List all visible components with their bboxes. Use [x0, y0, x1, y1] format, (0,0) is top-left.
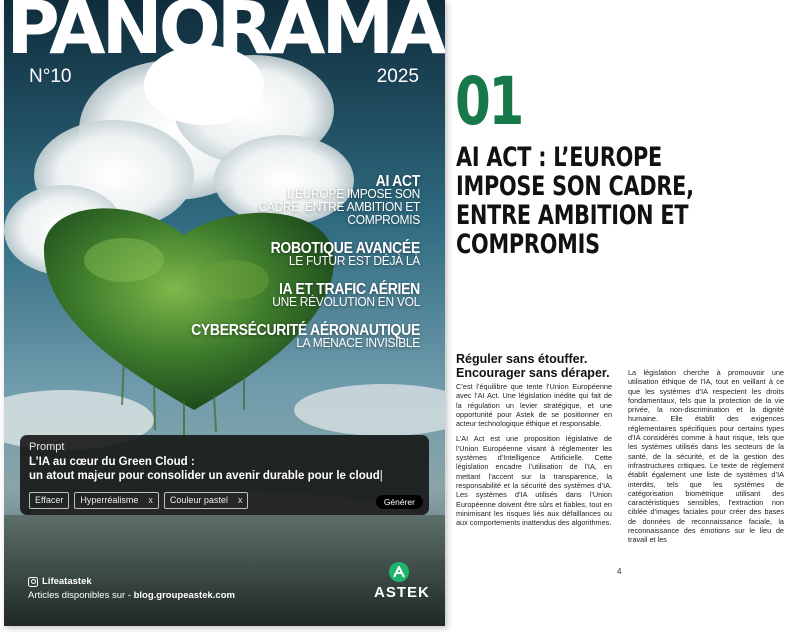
- teaser-robotique[interactable]: [180, 239, 420, 267]
- articles-prefix: Articles disponibles sur -: [28, 590, 134, 601]
- text-cursor: |: [379, 470, 383, 482]
- standfirst-line: Encourager sans déraper.: [456, 366, 610, 380]
- teaser-trafic-aerien[interactable]: [180, 280, 420, 308]
- teaser-title: ROBOTIQUE AVANCÉE: [270, 237, 420, 257]
- tag-chip[interactable]: [164, 492, 249, 509]
- prompt-input[interactable]: [29, 455, 419, 483]
- teaser-cybersecurite[interactable]: [180, 321, 420, 349]
- teaser-subtitle: UNE RÉVOLUTION EN VOL: [272, 293, 420, 310]
- remove-tag-icon[interactable]: x: [148, 495, 153, 505]
- article-headline: AI ACT : L’EUROPE IMPOSE SON CADRE, ENTRE AMBITION ET COMPROMIS: [456, 142, 694, 260]
- prompt-tags: [29, 492, 248, 509]
- prompt-text-line: [29, 469, 419, 483]
- issue-number: N°10: [29, 66, 72, 87]
- chapter-number: 01: [455, 63, 522, 140]
- issue-year: 2025: [376, 66, 419, 87]
- teaser-title: CYBERSÉCURITÉ AÉRONAUTIQUE: [191, 319, 420, 339]
- tag-chip[interactable]: [74, 492, 159, 509]
- blog-link[interactable]: blog.groupeastek.com: [133, 590, 235, 601]
- prompt-text-line-2: un atout majeur pour consolider un avenir durable pour le cloud: [29, 470, 380, 482]
- prompt-label: Prompt: [29, 441, 65, 453]
- article-column-2: [628, 368, 784, 551]
- prompt-text-line: L’IA au cœur du Green Cloud :: [29, 456, 195, 468]
- teaser-ai-act[interactable]: [180, 172, 420, 226]
- tag-label: Couleur pastel: [169, 495, 228, 505]
- article-standfirst: [456, 352, 626, 380]
- teaser-title: IA ET TRAFIC AÉRIEN: [278, 278, 420, 298]
- paragraph: C’est l’équilibre que tente l’Union Européenne avec l’AI Act. Une législation inédite qui fait de la régulation un levier stratégique, et une opportunité pour Astek de se positionner en acteur technologique éthique et responsable.: [456, 382, 612, 429]
- generate-button[interactable]: Générer: [376, 495, 423, 509]
- astek-logo: [374, 562, 430, 601]
- cover-teasers: [180, 172, 420, 362]
- article-column-1: [456, 382, 612, 533]
- teaser-subtitle: COMPROMIS: [347, 211, 420, 228]
- social-handle-text: Lifeatastek: [42, 576, 92, 587]
- page-number: 4: [617, 567, 622, 576]
- instagram-icon: [28, 577, 38, 587]
- articles-line: [28, 590, 235, 601]
- clear-button[interactable]: [29, 492, 69, 509]
- clear-label: Effacer: [35, 495, 64, 505]
- teaser-subtitle: LE FUTUR EST DÉJÀ LÀ: [288, 252, 420, 269]
- teaser-subtitle: CADRE, ENTRE AMBITION ET: [258, 198, 420, 215]
- paragraph: La législation cherche à promouvoir une utilisation éthique de l’IA, tout en veillant à ce que les systèmes d’IA respectent les droits fondamentaux, tels que la protection de la vie privée, la non-discrimination et la dignité humaine. Elle établit des exigences réglementaires spécifiques pour certains types d’IA considérés comme à haut risque, tels que les systèmes utilisés dans les secteurs de la santé, de la sécurité, et de la gestion des infrastructures critiques. Le texte de règlement établit également une liste de systèmes d’IA interdits, tels que les systèmes de catégorisation biométrique utilisant des caractéristiques sensibles, l’extraction non ciblée d’images faciales pour créer des bases de données de reconnaissance faciale, la reconnaissance des émotions sur le lieu de travail et les: [628, 368, 784, 545]
- magazine-cover: [4, 0, 445, 626]
- magazine-masthead: PANORAMA: [6, 0, 443, 71]
- paragraph: L’AI Act est une proposition législative de l’Union Européenne visant à réglementer les systèmes d’Intelligence Artificielle. Cette législation encadre l’utilisation de l’IA, en mettant l’accent sur la transparence, la responsabilité et la sécurité des systèmes d’IA. Les systèmes d’IA utilisés dans l’Union Européenne doivent être sûrs et fiables, tout en minimisant les risques liés aux défaillances ou aux comportements inattendus des algorithmes.: [456, 434, 612, 528]
- astek-logo-icon: [389, 562, 409, 582]
- prompt-box: [20, 435, 429, 515]
- tag-label: Hyperréalisme: [80, 495, 139, 505]
- astek-wordmark: ASTEK: [374, 584, 430, 601]
- social-handle[interactable]: [28, 576, 92, 587]
- teaser-title: AI ACT: [375, 170, 420, 190]
- remove-tag-icon[interactable]: x: [237, 495, 243, 505]
- teaser-subtitle: LA MENACE INVISIBLE: [296, 334, 420, 351]
- standfirst-line: Réguler sans étouffer.: [456, 352, 588, 366]
- teaser-subtitle: L’EUROPE IMPOSE SON: [286, 185, 420, 202]
